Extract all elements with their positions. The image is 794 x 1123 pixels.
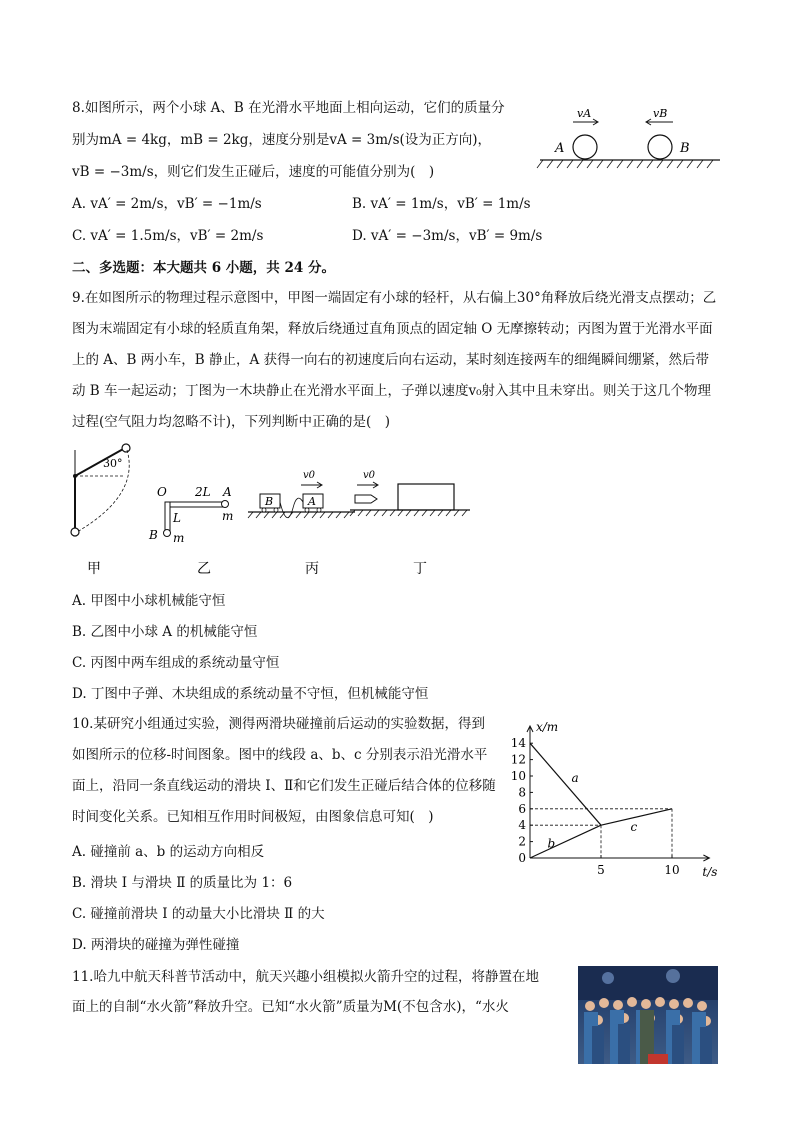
series-label-a: a: [571, 771, 579, 786]
x-tick-label: 5: [597, 863, 605, 877]
q8-fig-vB: vB: [653, 107, 668, 120]
series-label-c: c: [630, 820, 638, 834]
y-tick-label: 0: [518, 851, 526, 865]
cart-b-label: B: [265, 495, 274, 508]
q9-option-b[interactable]: B. 乙图中小球 A 的机械能守恒: [72, 624, 258, 640]
caption-bing: 丙: [305, 561, 319, 577]
q8-line3: vB = −3m/s，则它们发生正碰后，速度的可能值分别为( ): [72, 164, 435, 180]
caption-yi: 乙: [197, 561, 211, 577]
q8-option-d[interactable]: D. vA′ = −3m/s，vB′ = 9m/s: [352, 228, 543, 244]
y-tick-label: 12: [510, 752, 526, 767]
q10-option-c[interactable]: C. 碰撞前滑块 Ⅰ 的动量大小比滑块 Ⅱ 的大: [72, 906, 325, 922]
fig-yi: [148, 485, 233, 577]
q10-stem: 10.某研究小组通过实验，测得两滑块碰撞前后运动的实验数据，得到如图所示的位移-时间图象。图中的线段 a、b、c 分别表示沿光滑水平面上，沿同一条直线运动的滑块 Ⅰ、Ⅱ和它们发生正碰后结合体的位移随时间变化关系。已知相互作用时间极短，由图象信息可知( ): [72, 716, 496, 825]
x-axis-label: t/s: [702, 865, 718, 879]
q8-line1: 8.如图所示，两个小球 A、B 在光滑水平地面上相向运动，它们的质量分: [72, 100, 505, 116]
series-line-b: [530, 825, 601, 858]
y-axis-label: x/m: [536, 720, 559, 734]
fig-jia: [71, 444, 130, 577]
series-label-b: b: [547, 836, 556, 851]
q9-option-c[interactable]: C. 丙图中两车组成的系统动量守恒: [72, 655, 280, 671]
y-tick-label: 4: [518, 818, 526, 833]
v0-label-b: v0: [363, 470, 376, 481]
v0-label-a: v0: [303, 470, 316, 481]
q10-option-b[interactable]: B. 滑块 Ⅰ 与滑块 Ⅱ 的质量比为 1：6: [72, 875, 293, 891]
angle-label: 30°: [103, 457, 123, 470]
fig-ding: [350, 470, 470, 577]
ball-a: [573, 135, 597, 159]
y-tick-label: 8: [518, 785, 526, 800]
q10-option-a[interactable]: A. 碰撞前 a、b 的运动方向相反: [72, 844, 265, 860]
q10-chart: [508, 712, 728, 882]
label-o: O: [157, 485, 167, 499]
q11-line1: 11.哈九中航天科普节活动中，航天兴趣小组模拟火箭升空的过程，将静置在地: [72, 969, 539, 985]
label-m-top: m: [222, 509, 234, 523]
q9-option-d[interactable]: D. 丁图中子弹、木块组成的系统动量不守恒，但机械能守恒: [72, 686, 429, 702]
q8-option-c[interactable]: C. vA′ = 1.5m/s，vB′ = 2m/s: [72, 228, 264, 244]
q10-option-d[interactable]: D. 两滑块的碰撞为弹性碰撞: [72, 937, 240, 953]
label-m-bottom: m: [173, 531, 185, 545]
q11-line2: 面上的自制“水火箭”释放升空。已知“水火箭”质量为M(不包含水)，“水火: [72, 999, 509, 1015]
q9-stem: 9.在如图所示的物理过程示意图中，甲图一端固定有小球的轻杆，从右偏上30°角释放后绕光滑支点摆动；乙图为末端固定有小球的轻质直角架，释放后绕通过直角顶点的固定轴 O 无摩擦转动；丙图为置于光滑水平面上的 A、B 两小车，B 静止，A 获得一向右的初速度后向右运动，某时刻连接两车的细绳瞬间绷紧，然后带动 B 车一起运动；丁图为一木块静止在光滑水平面上，子弹以速度v₀射入其中且未穿出。则关于这几个物理过程(空气阻力均忽略不计)，下列判断中正确的是( ): [72, 290, 717, 430]
q8-fig-vA: vA: [577, 107, 592, 120]
fig-bing: [248, 470, 355, 577]
ball-b: [648, 135, 672, 159]
label-a: A: [223, 485, 232, 499]
q8-line2: 别为mA = 4kg，mB = 2kg，速度分别是vA = 3m/s(设为正方向)，: [72, 132, 492, 148]
label-l: L: [173, 511, 181, 525]
q8-figure: [535, 100, 725, 175]
q8-option-b[interactable]: B. vA′ = 1m/s，vB′ = 1m/s: [352, 196, 531, 212]
y-tick-label: 14: [510, 736, 526, 751]
label-b: B: [149, 528, 158, 542]
q8-fig-label-a: A: [555, 141, 565, 156]
q11-group-photo: [578, 966, 718, 1064]
y-tick-label: 6: [518, 801, 526, 816]
q8-option-a[interactable]: A. vA′ = 2m/s，vB′ = −1m/s: [72, 196, 262, 212]
y-tick-label: 10: [510, 769, 526, 783]
q8-fig-label-b: B: [680, 141, 690, 156]
label-2l: 2L: [195, 485, 211, 499]
cart-a-label: A: [308, 495, 316, 508]
section-heading: 二、多选题：本大题共 6 小题，共 24 分。: [72, 260, 335, 276]
x-tick-label: 10: [664, 863, 680, 877]
caption-ding: 丁: [413, 561, 427, 577]
q9-option-a[interactable]: A. 甲图中小球机械能守恒: [72, 593, 226, 609]
q9-figure: [65, 440, 485, 580]
series-line-a: [530, 743, 601, 825]
y-tick-label: 2: [518, 834, 526, 849]
caption-jia: 甲: [87, 561, 101, 577]
